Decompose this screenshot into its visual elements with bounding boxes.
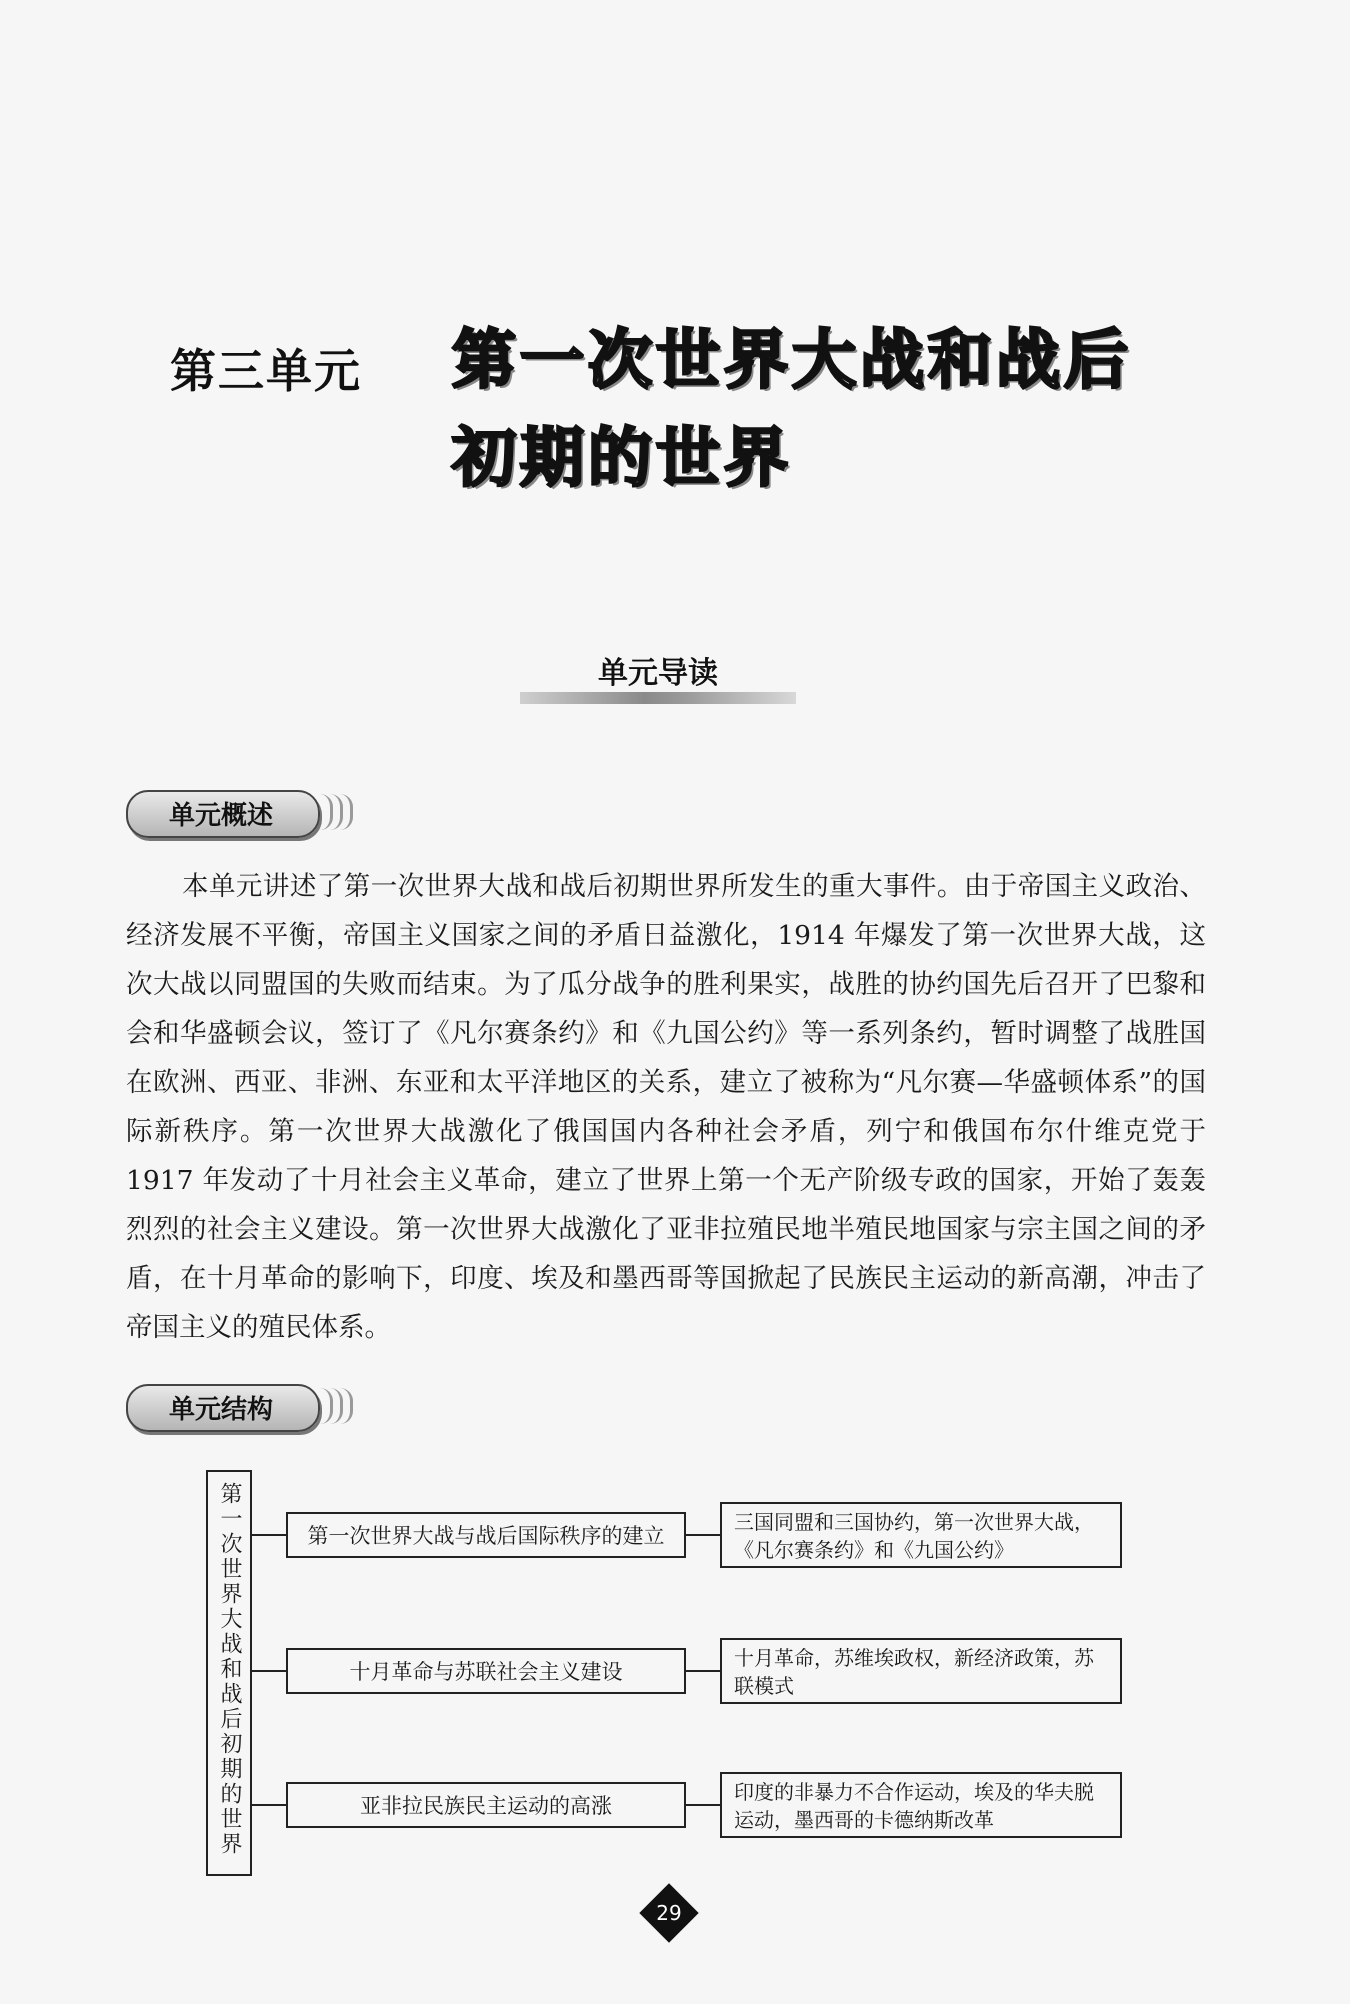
tag-arc-decoration — [340, 794, 353, 830]
tag-label: 单元结构 — [168, 1395, 273, 1425]
diagram-detail-box: 十月革命，苏维埃政权，新经济政策，苏联模式 — [720, 1638, 1122, 1704]
section-tag-overview — [126, 790, 346, 838]
connector-line — [252, 1804, 286, 1806]
connector-line — [686, 1670, 720, 1672]
page-number: 29 — [656, 1901, 682, 1925]
unit-title: 第一次世界大战和战后初期的世界 — [452, 324, 1132, 496]
tag-label: 单元概述 — [168, 801, 273, 831]
diagram-detail-box: 三国同盟和三国协约，第一次世界大战，《凡尔赛条约》和《九国公约》 — [720, 1502, 1122, 1568]
diagram-topic-box: 十月革命与苏联社会主义建设 — [286, 1648, 686, 1694]
guide-heading — [520, 648, 796, 706]
connector-line — [686, 1804, 720, 1806]
connector-line — [252, 1670, 286, 1672]
section-tag-structure — [126, 1384, 346, 1432]
guide-underline-bar — [520, 692, 796, 704]
unit-summary-paragraph: 本单元讲述了第一次世界大战和战后初期世界所发生的重大事件。由于帝国主义政治、经济发展不平衡，帝国主义国家之间的矛盾日益激化，1914 年爆发了第一次世界大战，这次大战以同盟国的失败而结束。为了瓜分战争的胜利果实，战胜的协约国先后召开了巴黎和会和华盛顿会议，签订了《凡尔赛条约》和《九国公约》等一系列条约，暂时调整了战胜国在欧洲、西亚、非洲、东亚和太平洋地区的关系，建立了被称为“凡尔赛—华盛顿体系”的国际新秩序。第一次世界大战激化了俄国国内各种社会矛盾，列宁和俄国布尔什维克党于 1917 年发动了十月社会主义革命，建立了世界上第一个无产阶级专政的国家，开始了轰轰烈烈的社会主义建设。第一次世界大战激化了亚非拉殖民地半殖民地国家与宗主国之间的矛盾，在十月革命的影响下，印度、埃及和墨西哥等国掀起了民族民主运动的新高潮，冲击了帝国主义的殖民体系。 — [126, 871, 1206, 1343]
tag-arc-decoration — [340, 1388, 353, 1424]
guide-title: 单元导读 — [598, 656, 718, 691]
diagram-topic-box: 亚非拉民族民主运动的高涨 — [286, 1782, 686, 1828]
diagram-detail-box: 印度的非暴力不合作运动，埃及的华夫脱运动，墨西哥的卡德纳斯改革 — [720, 1772, 1122, 1838]
diagram-topic-box: 第一次世界大战与战后国际秩序的建立 — [286, 1512, 686, 1558]
diagram-root-box — [206, 1470, 252, 1876]
unit-label: 第三单元 — [170, 344, 362, 398]
connector-line — [686, 1534, 720, 1536]
connector-line — [252, 1534, 286, 1536]
diagram-root-text: 第一次世界大战和战后初期的世界 — [217, 1482, 242, 1857]
